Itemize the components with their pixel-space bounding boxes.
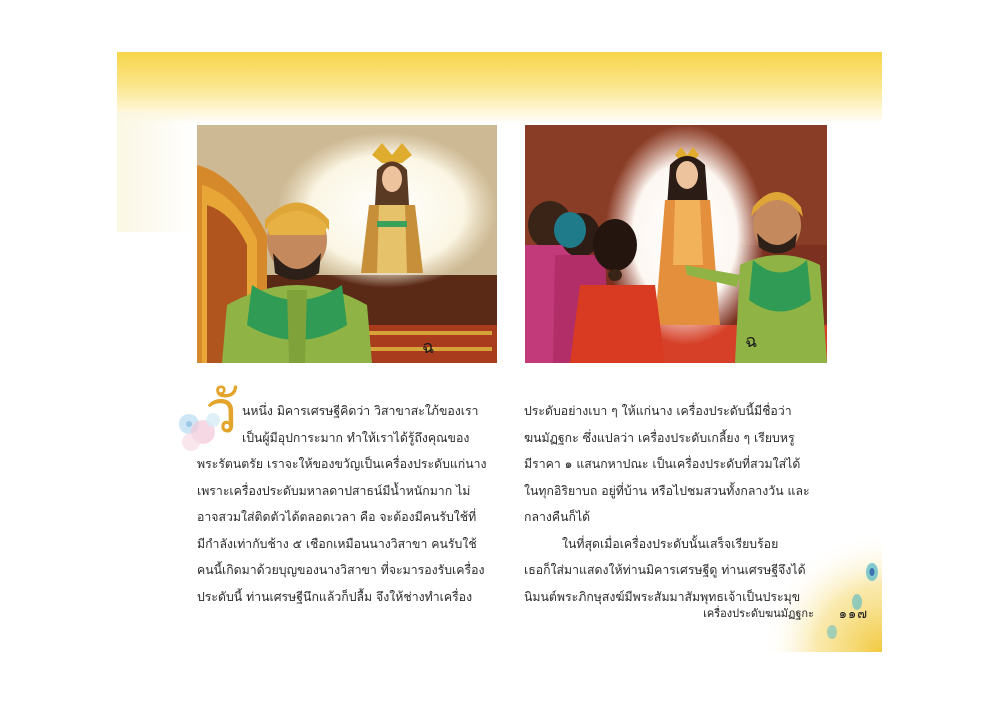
text-line: ประดับอย่างเบา ๆ ให้แก่นาง เครื่องประดับนี้มีชื่อว่า [524, 404, 792, 418]
page-number: ๑๑๗ [838, 607, 868, 622]
book-page [117, 52, 882, 652]
text-line: นิมนต์พระภิกษุสงฆ์มีพระสัมมาสัมพุทธเจ้าเป็นประมุข [524, 589, 801, 604]
text-line: เธอก็ใส่มาแสดงให้ท่านมิคารเศรษฐีดู ท่านเศรษฐีจึงได้ [524, 563, 806, 577]
text-column-left [197, 398, 499, 610]
drop-cap: วั [205, 378, 238, 446]
text-line: คนนี้เกิดมาด้วยบุญของนางวิสาขา ที่จะมารองรับเครื่อง [197, 563, 485, 577]
text-line: ในทุกอิริยาบถ อยู่ที่บ้าน หรือไปชมสวนทั้งกลางวัน และ [524, 483, 810, 498]
header-band [117, 52, 882, 124]
text-line: มีกำลังเท่ากับช้าง ๕ เชือกเหมือนนางวิสาขา คนรับใช้ [197, 536, 477, 551]
text-line: กลางคืนก็ได้ [524, 510, 591, 524]
text-line: ประดับนี้ ท่านเศรษฐีนึกแล้วก็ปลื้ม จึงให้ช่างทำเครื่อง [197, 589, 473, 604]
illustration-vision-scene [525, 125, 827, 363]
text-line: พระรัตนตรัย เราจะให้ของขวัญเป็นเครื่องประดับแก่นาง [197, 457, 487, 471]
text-line: เป็นผู้มีอุปการะมาก ทำให้เราได้รู้ถึงคุณของ [242, 430, 470, 445]
artist-signature: ฉ [745, 331, 758, 352]
text-line: มีราคา ๑ แสนกหาปณะ เป็นเครื่องประดับที่สวมใส่ได้ [524, 457, 801, 471]
text-column-right [524, 398, 834, 610]
text-line: ฆนมัฏฐกะ ซึ่งแปลว่า เครื่องประดับเกลี้ยง ๆ เรียบหรู [524, 430, 795, 445]
artist-signature: ฉ [422, 337, 435, 358]
text-line: ในที่สุดเมื่อเครื่องประดับนั้นเสร็จเรียบร้อย [562, 536, 779, 551]
illustration-seated-man [197, 125, 497, 363]
background-wash [117, 112, 197, 232]
text-line: นหนึ่ง มิคารเศรษฐีคิดว่า วิสาขาสะใภ้ของเรา [242, 404, 479, 418]
running-footer-title: เครื่องประดับฆนมัฏฐกะ [703, 607, 814, 620]
text-line: อาจสวมใส่ติดตัวได้ตลอดเวลา คือ จะต้องมีคนรับใช้ที่ [197, 510, 477, 524]
text-line: เพราะเครื่องประดับมหาลดาปสาธน์มีน้ำหนักมาก ไม่ [197, 483, 471, 498]
